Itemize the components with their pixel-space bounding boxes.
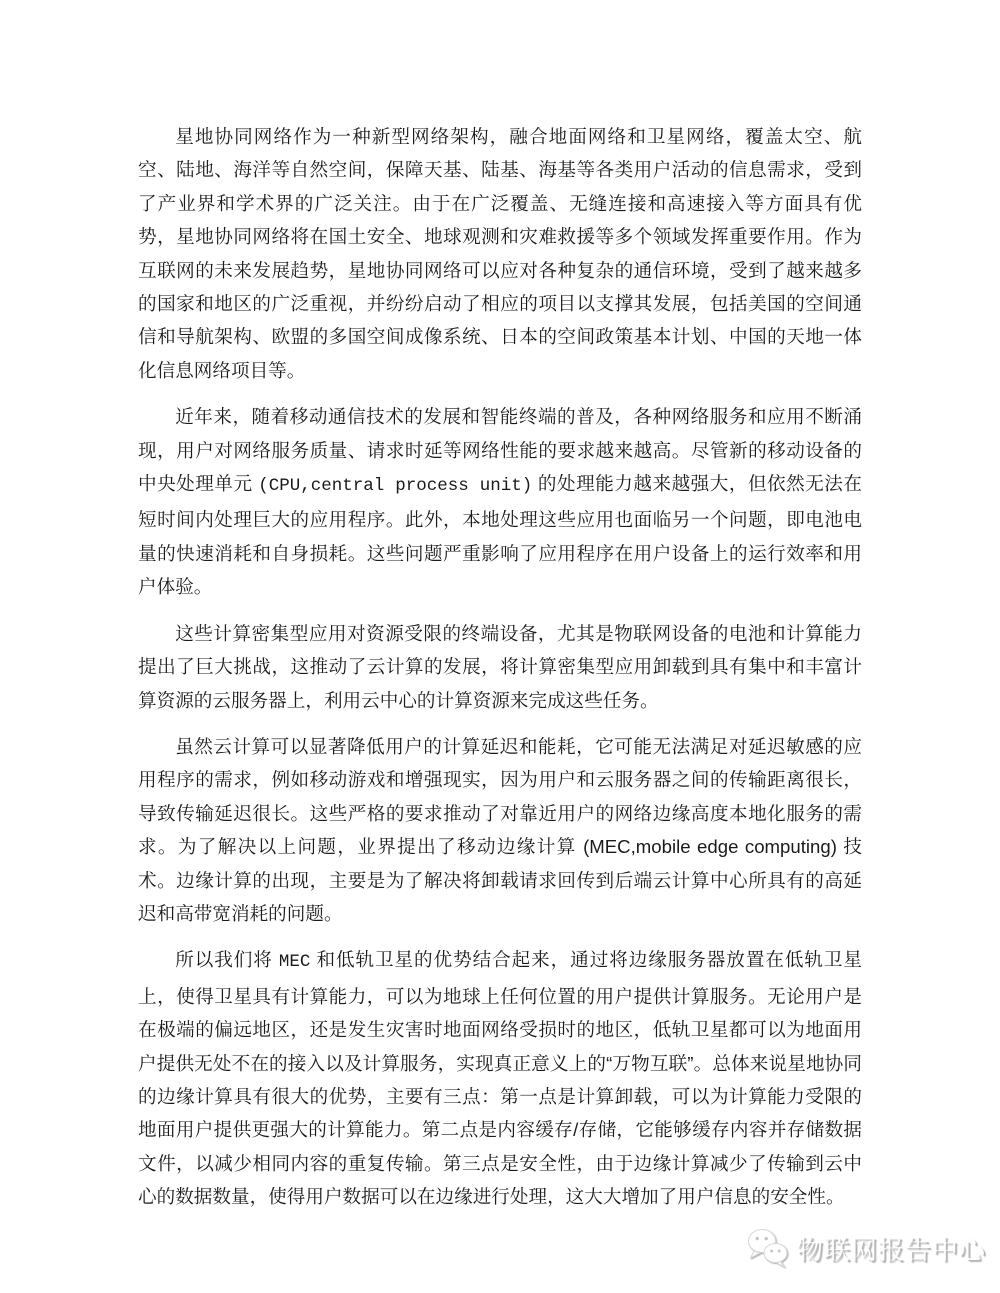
text-segment: 的处理能力越来越强大，但依然无法在短时间内处理巨大的应用程序。此外，本地处理这些应用也面临另一个问题，即电池电量的快速消耗和自身损耗。这些问题严重影响了应用程序在用户设备上的运行效率和用户体验。 bbox=[138, 473, 862, 598]
wechat-icon bbox=[746, 1226, 790, 1270]
paragraph bbox=[138, 943, 862, 1213]
paragraph bbox=[138, 120, 862, 387]
text-segment: 和低轨卫星的优势结合起来，通过将边缘服务器放置在低轨卫星上，使得卫星具有计算能力，可以为地球上任何位置的用户提供计算服务。无论用户是在极端的偏远地区，还是发生灾害时地面网络受损时的地区，低轨卫星都可以为地面用户提供无处不在的接入以及计算服务，实现真正意义上的“万物互联”。总体来说星地协同的边缘计算具有很大的优势，主要有三点：第一点是计算卸载，可以为计算能力受限的地面用户提供更强大的计算能力。第二点是内容缓存/存储，它能够缓存内容并存储数据文件，以减少相同内容的重复传输。第三点是安全性，由于边缘计算减少了传输到云中心的数据数量，使得用户数据可以在边缘进行处理，这大大增加了用户信息的安全性。 bbox=[138, 949, 862, 1208]
paragraph bbox=[138, 617, 862, 717]
watermark-label: 物联网报告中心 bbox=[797, 1234, 987, 1265]
text-segment: 技术。边缘计算的出现，主要是为了解决将卸载请求回传到后端云计算中心所具有的高延迟和高带宽消耗的问题。 bbox=[138, 836, 863, 924]
text-segment: 所以我们将 bbox=[175, 949, 279, 971]
text-segment: (MEC,mobile edge computing) bbox=[583, 836, 837, 858]
paragraph bbox=[138, 730, 862, 930]
document-body bbox=[138, 120, 862, 1227]
text-segment: 虽然云计算可以显著降低用户的计算延迟和能耗，它可能无法满足对延迟敏感的应用程序的需求，例如移动游戏和增强现实，因为用户和云服务器之间的传输距离很长，导致传输延迟很长。这些严格的要求推动了对靠近用户的网络边缘高度本地化服务的需求。为了解决以上问题，业界提出了移动边缘计算 bbox=[138, 735, 862, 858]
text-segment: 这些计算密集型应用对资源受限的终端设备，尤其是物联网设备的电池和计算能力提出了巨大挑战，这推动了云计算的发展，将计算密集型应用卸载到具有集中和丰富计算资源的云服务器上，利用云中心的计算资源来完成这些任务。 bbox=[138, 622, 862, 711]
watermark bbox=[746, 1226, 986, 1270]
text-segment: 近年来，随着移动通信技术的发展和智能终端的普及，各种网络服务和应用不断涌现，用户对网络服务质量、请求时延等网络性能的要求越来越高。尽管新的移动设备的中央处理单元 bbox=[138, 406, 862, 495]
text-segment: (CPU,central process unit) bbox=[258, 476, 533, 497]
paragraph bbox=[138, 400, 862, 603]
text-segment: MEC bbox=[278, 952, 311, 973]
text-segment: 星地协同网络作为一种新型网络架构，融合地面网络和卫星网络，覆盖太空、航空、陆地、海洋等自然空间，保障天基、陆基、海基等各类用户活动的信息需求，受到了产业界和学术界的广泛关注。由于在广泛覆盖、无缝连接和高速接入等方面具有优势，星地协同网络将在国土安全、地球观测和灾难救援等多个领域发挥重要作用。作为互联网的未来发展趋势，星地协同网络可以应对各种复杂的通信环境，受到了越来越多的国家和地区的广泛重视，并纷纷启动了相应的项目以支撑其发展，包括美国的空间通信和导航架构、欧盟的多国空间成像系统、日本的空间政策基本计划、中国的天地一体化信息网络项目等。 bbox=[138, 126, 862, 381]
